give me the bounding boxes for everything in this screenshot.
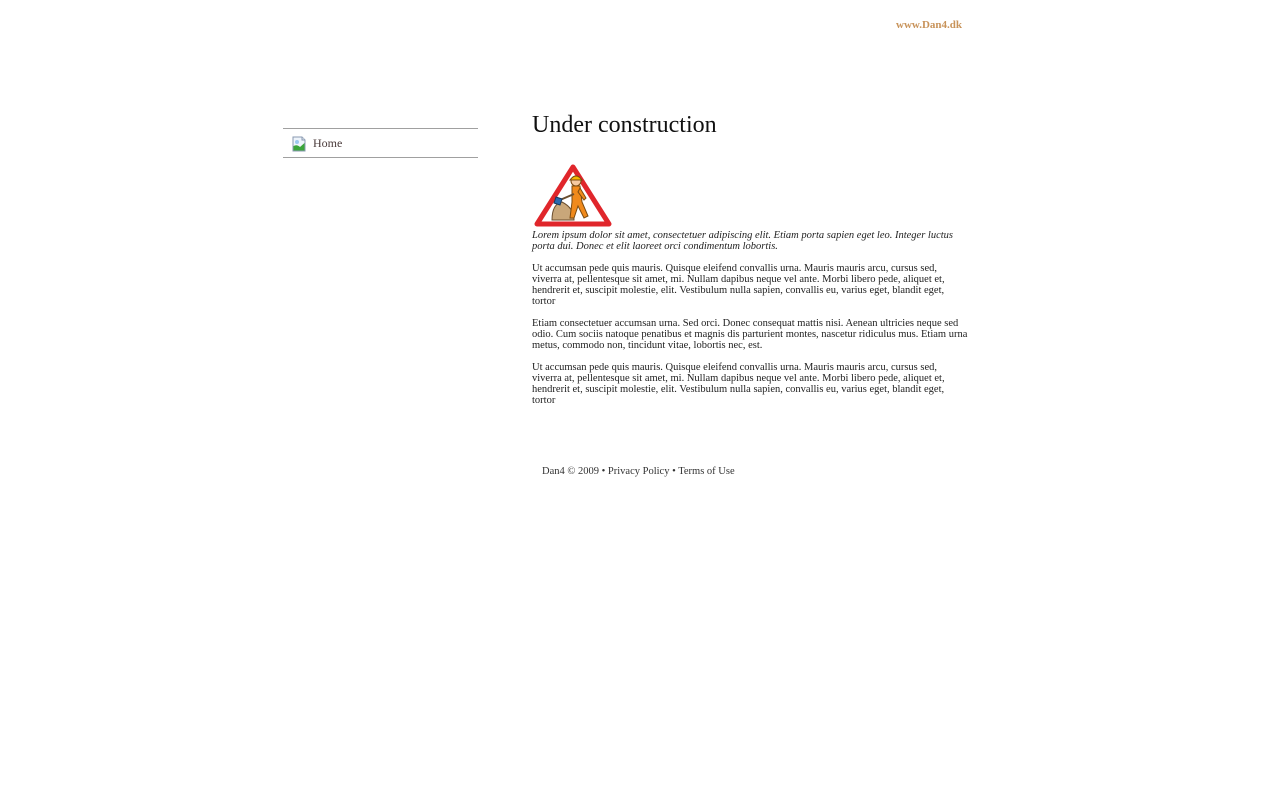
- sidebar-item-label: Home: [313, 135, 343, 150]
- broken-image-icon: [291, 136, 307, 152]
- sidebar-nav: [283, 128, 478, 158]
- separator: •: [598, 466, 608, 477]
- copyright-text: Dan4 © 2009: [542, 466, 599, 477]
- construction-sign-icon: [534, 164, 612, 228]
- intro-text: Lorem ipsum dolor sit amet, consectetuer adipiscing elit. Etiam porta sapien eget leo. Integer luctus porta dui. Donec et elit laoreet orci condimentum lobortis.: [532, 230, 954, 252]
- privacy-policy-link[interactable]: Privacy Policy: [607, 466, 670, 477]
- page-title: Under construction: [532, 112, 717, 138]
- site-link[interactable]: www.Dan4.dk: [896, 19, 963, 31]
- paragraph: Etiam consectetuer accumsan urna. Sed orci. Donec consequat mattis nisi. Aenean ultricies neque sed odio. Cum sociis natoque penatibus et magnis dis parturient montes, nascetur ridiculus mus. Etiam urna metus, commodo non, tincidunt vitae, lobortis nec, est.: [532, 318, 968, 351]
- sidebar-item-home[interactable]: [283, 129, 478, 157]
- paragraph: Ut accumsan pede quis mauris. Quisque eleifend convallis urna. Mauris mauris arcu, cursus sed, viverra at, pellentesque sit amet, mi. Nullam dapibus neque vel ante. Morbi libero pede, aliquet et, hendrerit et, suscipit molestie, elit. Vestibulum nulla sapien, convallis eu, varius eget, blandit eget, tortor: [532, 263, 945, 307]
- separator: •: [669, 466, 679, 477]
- main-content: [532, 110, 968, 417]
- paragraph: Ut accumsan pede quis mauris. Quisque eleifend convallis urna. Mauris mauris arcu, cursus sed, viverra at, pellentesque sit amet, mi. Nullam dapibus neque vel ante. Morbi libero pede, aliquet et, hendrerit et, suscipit molestie, elit. Vestibulum nulla sapien, convallis eu, varius eget, blandit eget, tortor: [532, 362, 945, 406]
- footer: [542, 466, 735, 477]
- terms-of-use-link[interactable]: Terms of Use: [678, 466, 735, 477]
